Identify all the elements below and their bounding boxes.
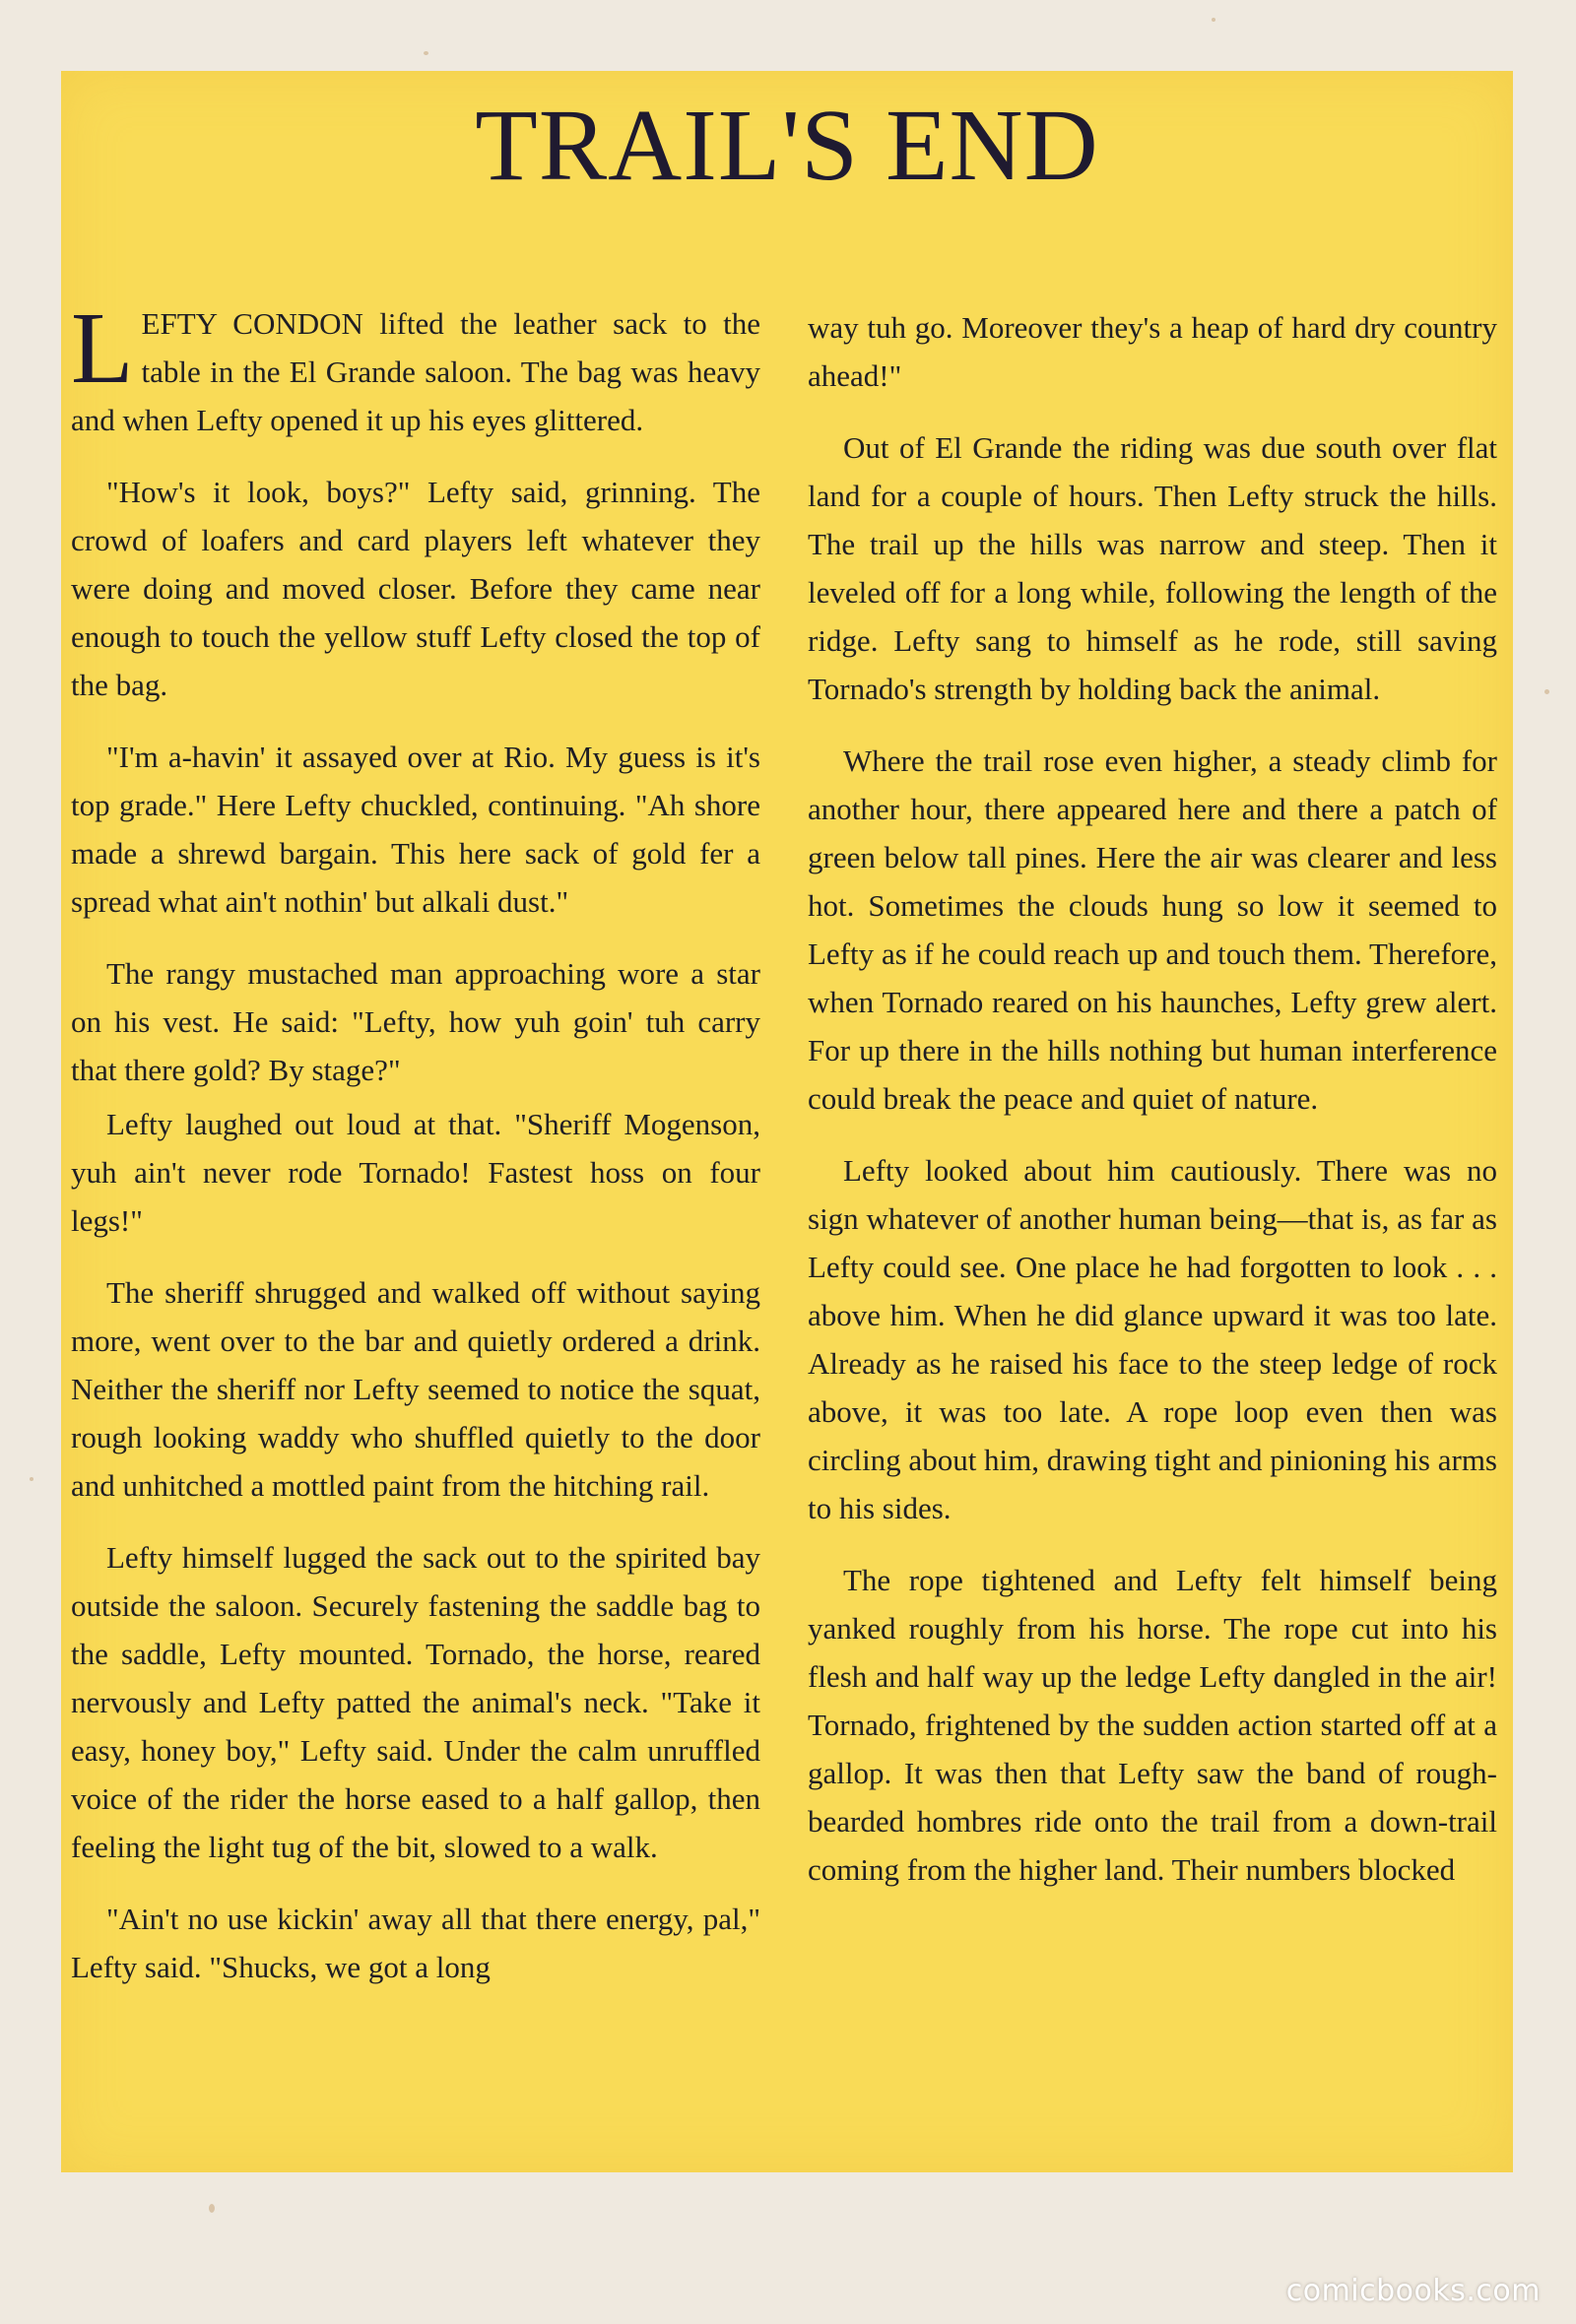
paragraph: "How's it look, boys?" Lefty said, grinning. The crowd of loafers and card players left whatever they were doing and moved closer. Before they came near enough to touch the yellow stuff Lefty closed the top of the bag.	[71, 475, 760, 702]
paragraph: The rope tightened and Lefty felt himself being yanked roughly from his horse. The rope cut into his flesh and half way up the ledge Lefty dangled in the air! Tornado, frightened by the sudden action started off at a gallop. It was then that Lefty saw the band of rough-bearded hombres ride onto the trail from a down-trail coming from the higher land. Their numbers blocked	[808, 1563, 1497, 1887]
story-panel	[61, 71, 1513, 2172]
paragraph: The rangy mustached man approaching wore a star on his vest. He said: "Lefty, how yuh goin' tuh carry that there gold? By stage?"	[71, 956, 760, 1087]
paper-speck	[209, 2204, 215, 2213]
paragraph: "I'm a-havin' it assayed over at Rio. My guess is it's top grade." Here Lefty chuckled, continuing. "Ah shore made a shrewd bargain. This here sack of gold fer a spread what ain't nothin' but alkali dust."	[71, 740, 760, 919]
paper-speck	[1544, 689, 1549, 694]
paragraph: Lefty looked about him cautiously. There was no sign whatever of another human being—that is, as far as Lefty could see. One place he had forgotten to look . . . above him. When he did glance upward it was too late. Already as he raised his face to the steep ledge of rock above, it was too late. A rope loop even then was circling about him, drawing tight and pinioning his arms to his sides.	[808, 1153, 1497, 1525]
paragraph: Lefty himself lugged the sack out to the spirited bay outside the saloon. Securely fastening the saddle bag to the saddle, Lefty mounted. Tornado, the horse, reared nervously and Lefty patted the animal's neck. "Take it easy, honey boy," Lefty said. Under the calm unruffled voice of the rider the horse eased to a half gallop, then feeling the light tug of the bit, slowed to a walk.	[71, 1540, 760, 1864]
paragraph: "Ain't no use kickin' away all that there energy, pal," Lefty said. "Shucks, we got a long	[71, 1902, 760, 1984]
paragraph: Where the trail rose even higher, a steady climb for another hour, there appeared here and there a patch of green below tall pines. Here the air was clearer and less hot. Sometimes the clouds hung so low it seemed to Lefty as if he could reach up and touch them. Therefore, when Tornado reared on his haunches, Lefty grew alert. For up there in the hills nothing but human interference could break the peace and quiet of nature.	[808, 743, 1497, 1116]
paragraph: Out of El Grande the riding was due south over flat land for a couple of hours. Then Lefty struck the hills. The trail up the hills was narrow and steep. Then it leveled off for a long while, following the length of the ridge. Lefty sang to himself as he rode, still saving Tornado's strength by holding back the animal.	[808, 430, 1497, 706]
drop-cap: L	[71, 291, 134, 405]
right-column	[808, 303, 1497, 1917]
paragraph: Lefty laughed out loud at that. "Sheriff Mogenson, yuh ain't never rode Tornado! Fastest hoss on four legs!"	[71, 1107, 760, 1238]
paragraph: The sheriff shrugged and walked off without saying more, went over to the bar and quietly ordered a drink. Neither the sheriff nor Lefty seemed to notice the squat, rough looking waddy who shuffled quietly to the door and unhitched a mottled paint from the hitching rail.	[71, 1275, 760, 1503]
opening-text: lifted the leather sack to the table in the El Grande saloon. The bag was heavy and when Lefty opened it up his eyes glittered.	[71, 306, 761, 437]
site-watermark: comicbooks.com	[1285, 2274, 1541, 2308]
paper-speck	[424, 51, 428, 55]
opening-paragraph	[71, 291, 761, 444]
story-title: TRAIL'S END	[475, 89, 1099, 202]
paper-speck	[30, 1477, 33, 1481]
opening-caps: EFTY CONDON	[141, 306, 363, 341]
left-column	[71, 291, 761, 2015]
paragraph-continued: way tuh go. Moreover they's a heap of hard dry country ahead!"	[808, 310, 1497, 393]
paper-speck	[1212, 18, 1215, 22]
